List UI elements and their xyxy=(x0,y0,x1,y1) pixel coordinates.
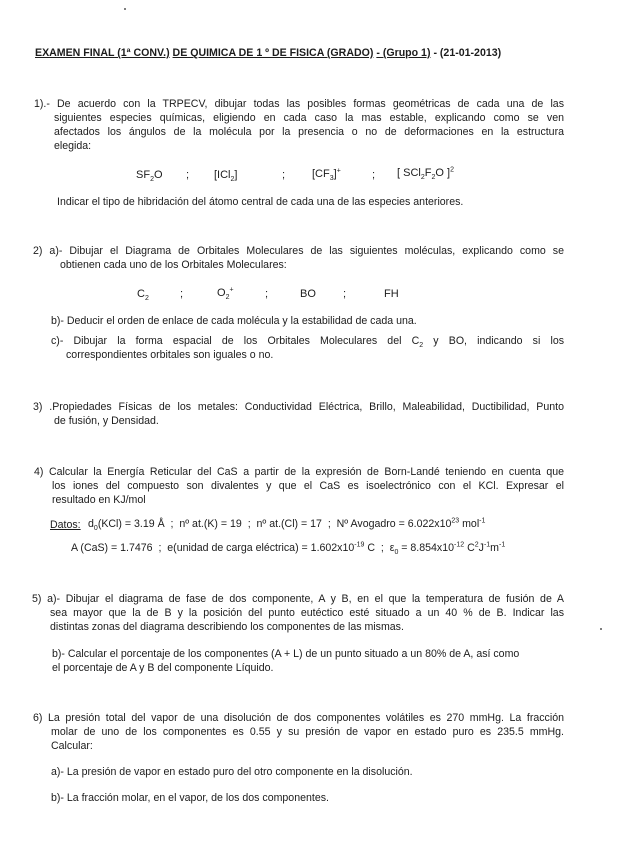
q1-sep-3: ; xyxy=(372,169,376,181)
q5-a-line-3: distintas zonas del diagrama describiendo los componentes de las mismas. xyxy=(50,621,404,633)
q5-a-line-1: 5) a)- Dibujar el diagrama de fase de dos componente, A y B, en el que la temperatura de fusión de A xyxy=(32,593,564,605)
q1-line-4: elegida: xyxy=(54,140,92,152)
q2-molecule-2: $O_2^+$ xyxy=(217,286,234,302)
q1-line-1: 1).- De acuerdo con la TRPECV, dibujar todas las posibles formas geométricas de cada una de las xyxy=(34,98,564,110)
q3-line-1: 3) .Propiedades Físicas de los metales: Conductividad Eléctrica, Brillo, Maleabilidad, Ductibilidad, Punto xyxy=(33,401,564,413)
q4-line-2: los iones del compuesto son divalentes y que el CaS es isoelectrónico con el KCl. Expresar el xyxy=(52,480,564,492)
q2-molecule-4: FH xyxy=(384,288,399,300)
q4-line-3: resultado en KJ/mol xyxy=(52,494,146,506)
q2-a-line-2: obtienen cada uno de los Orbitales Moleculares: xyxy=(60,259,287,271)
q1-note: Indicar el tipo de hibridación del átomo central de cada una de las especies anteriores. xyxy=(57,196,464,208)
q5-b-line-1: b)- Calcular el porcentaje de los componentes (A + L) de un punto situado a un 80% de A, así como xyxy=(52,648,520,660)
q2-sep-3: ; xyxy=(343,288,347,300)
q6-line-3: Calcular: xyxy=(51,740,93,752)
q1-line-3: afectados los ángulos de la molécula por la presencia o no de deformaciones en la estructura xyxy=(54,126,564,138)
q1-sep-1: ; xyxy=(186,169,190,181)
q2-c-line-1: c)- Dibujar la forma espacial de los Orbitales Moleculares del $C_2$ y BO, indicando si los xyxy=(51,335,565,350)
title-part-a: EXAMEN FINAL (1ª CONV.) xyxy=(35,47,170,59)
q2-sep-2: ; xyxy=(265,288,269,300)
q6-line-1: 6) La presión total del vapor de una disolución de dos componentes volátiles es 270 mmHg. La fracción xyxy=(33,712,564,724)
q1-sep-2: ; xyxy=(282,169,286,181)
q2-molecule-3: BO xyxy=(300,288,316,300)
q2-a-line-1: 2) a)- Dibujar el Diagrama de Orbitales Moleculares de las siguientes moléculas, explicando como se xyxy=(33,245,564,257)
q6-a: a)- La presión de vapor en estado puro del otro componente en la disolución. xyxy=(51,766,413,778)
q1-species-4: [ $SCl_2F_2O$ ]$^2$ xyxy=(397,166,454,182)
q1-species-2: [ICl$_2$] xyxy=(214,169,238,184)
q5-b-line-2: el porcentaje de A y B del componente Líquido. xyxy=(52,662,274,674)
q2-b: b)- Deducir el orden de enlace de cada molécula y la estabilidad de cada una. xyxy=(51,315,417,327)
q2-c-line-2: correspondientes orbitales son iguales o no. xyxy=(66,349,274,361)
q4-datos-row-2: A (CaS) = 1.7476 ; e(unidad de carga eléctrica) = $1.602x10^{-19}$ C ; $\varepsilon_0 = 8.854x10^{-12}$ $C^2J^{-1}m^{-1}$ xyxy=(71,541,506,557)
q4-datos-label: Datos: xyxy=(50,519,81,531)
q4-line-1: 4) Calcular la Energía Reticular del CaS a partir de la expresión de Born-Landé teniendo en cuenta que xyxy=(34,466,564,478)
q2-sep-1: ; xyxy=(180,288,184,300)
q4-datos-row-1: $d_0(KCl) = 3.19$ Å ; nº at.(K) = 19 ; nº at.(Cl) = 17 ; Nº Avogadro = $6.022x10^{23}$ mol$^{-1}$ xyxy=(88,517,486,533)
q1-line-2: siguientes especies químicas, eligiendo en cada caso la mas estable, explicando como se ven xyxy=(54,112,564,124)
q1-species-3: $[CF_3]^+$ xyxy=(312,167,341,183)
scan-speck xyxy=(124,8,126,10)
exam-title xyxy=(35,47,580,59)
title-part-c: - (Grupo 1) xyxy=(376,47,431,59)
title-part-d: - (21-01-2013) xyxy=(433,47,502,59)
q5-a-line-2: sea mayor que la de B y la posición del punto eutéctico esté situado a un 40 % de B. Indicar las xyxy=(50,607,564,619)
q6-b: b)- La fracción molar, en el vapor, de los dos componentes. xyxy=(51,792,329,804)
q6-line-2: molar de uno de los componentes es 0.55 y su presión de vapor en estado puro es 235.5 mmHg. xyxy=(51,726,564,738)
q1-species-1: $SF_2O$ xyxy=(136,169,163,184)
q2-molecule-1: $C_2$ xyxy=(137,288,149,303)
scan-speck xyxy=(600,628,602,630)
q3-line-2: de fusión, y Densidad. xyxy=(54,415,159,427)
title-part-b: DE QUIMICA DE 1 º DE FISICA (GRADO) xyxy=(172,47,374,59)
